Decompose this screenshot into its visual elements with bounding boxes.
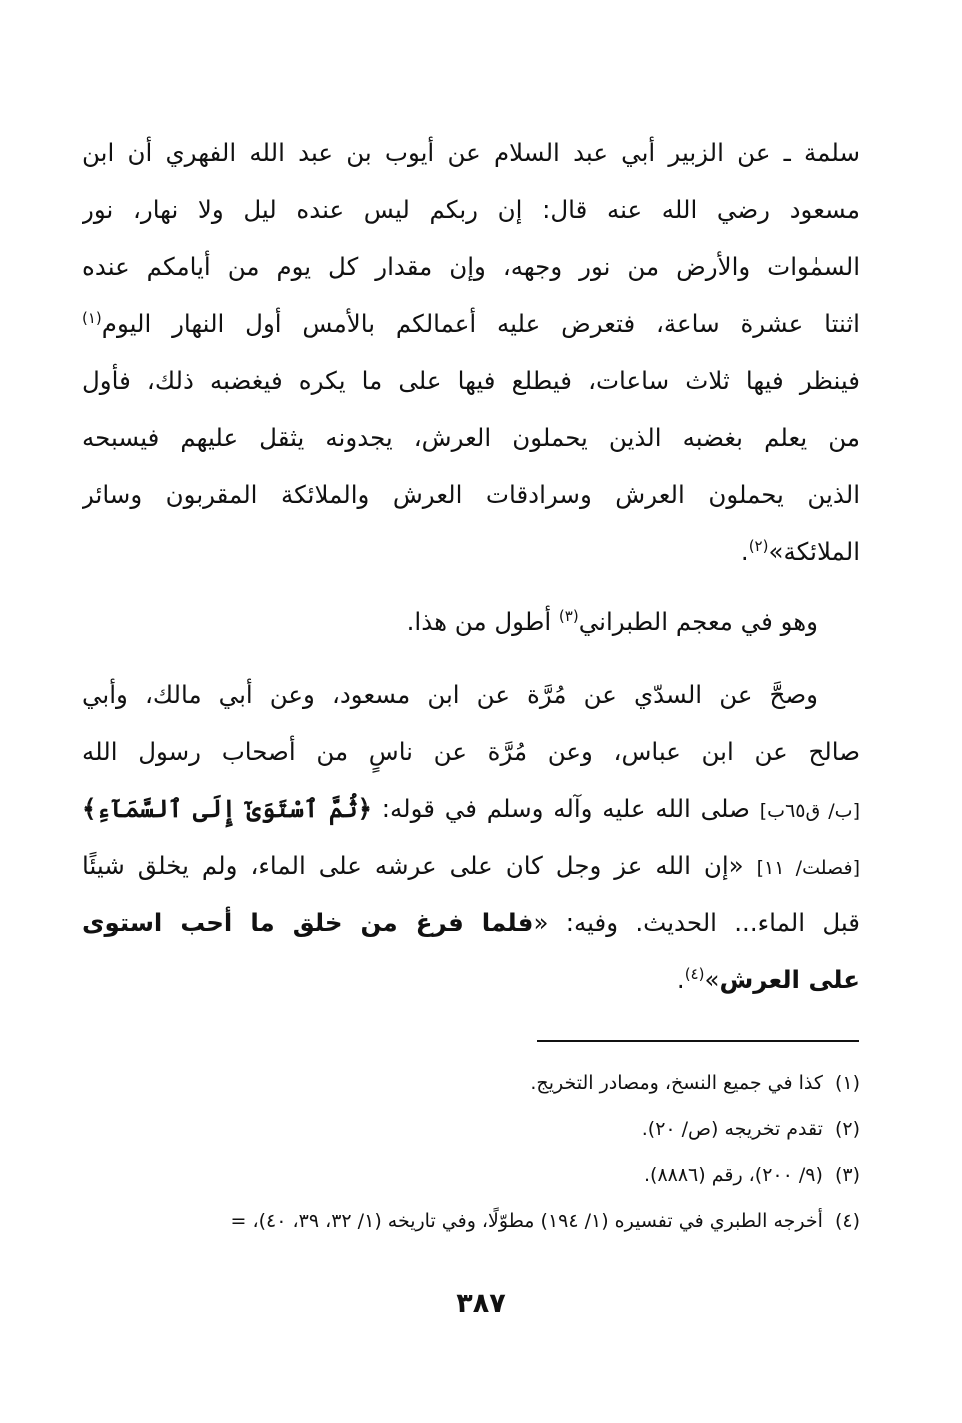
text-line [82,894,860,951]
text-line [82,951,860,1008]
quote-close: » [704,965,720,994]
footnote-marker: (٤) [684,964,705,983]
line-text: أطول من هذا. [406,607,559,636]
line-text: قبل الماء... الحديث. وفيه: « [533,908,860,937]
bold-quote: على العرش [719,965,860,994]
line-text: اثنتا عشرة ساعة، فتعرض عليه أعمالكم بالأمس أول النهار اليوم [101,309,860,338]
footnote-text: تقدم تخريجه (ص/ ٢٠). [641,1118,823,1140]
text-line: السمٰوات والأرض من نور وجهه، وإن مقدار كل يوم من أيامكم عنده [82,252,860,281]
text-line [82,523,860,580]
text-line: سلمة ـ عن الزبير أبي عبد السلام عن أيوب بن عبد الله الفهري أن ابن [82,138,860,167]
line-text: صلى الله عليه وآله وسلم في قوله: [371,794,760,823]
footnote [82,1198,860,1244]
footnote-marker: (٢) [748,536,769,555]
text-line [82,593,818,650]
text-line: وصحَّ عن السدّي عن مُرَّة عن ابن مسعود، وعن أبي مالك، وأبي [82,680,818,709]
footnote-marker: (١) [82,308,102,327]
footnote-text: (٩/ ٢٠٠)، رقم (٨٨٨٦). [643,1164,823,1186]
text-line: من يعلم بغضبه الذين يحملون العرش، يجدونه يثقل عليهم فيسبحه [82,423,860,452]
text-line [82,837,860,894]
text-line: صالح عن ابن عباس، وعن مُرَّة عن ناسٍ من أصحاب رسول الله [82,737,860,766]
line-text: الملائكة» [768,537,860,566]
footnote-text: أخرجه الطبري في تفسيره (١/ ١٩٤) مطوّلًا، وفي تاريخه (١/ ٣٢، ٣٩، ٤٠)، = [230,1210,823,1232]
paragraph-2 [82,593,860,650]
text-line: فينظر فيها ثلاث ساعات، فيطلع فيها على ما يكره فيغضبه ذلك، فأول [82,366,860,395]
text-line [82,295,860,352]
line-end: . [740,537,749,566]
text-line [82,780,860,837]
paragraph-3 [82,666,860,1008]
text-line: الذين يحملون العرش وسرادقات العرش والملائكة المقربون وسائر [82,480,860,509]
footnote-number: (٢) [834,1118,860,1140]
footnotes [82,1060,860,1244]
footnote-marker: (٣) [558,606,579,625]
page-number: ٣٨٧ [456,1288,506,1319]
line-end: . [676,965,685,994]
footnote [82,1060,860,1106]
footnote [82,1152,860,1198]
footnote-separator [537,1040,859,1042]
text-line: مسعود رضي الله عنه قال: إن ربكم ليس عنده ليل ولا نهار، نور [82,195,860,224]
footnote-number: (٣) [834,1164,860,1186]
manuscript-reference: [ب/ ق٦٥ب] [759,800,860,822]
footnote-text: كذا في جميع النسخ، ومصادر التخريج. [530,1072,823,1094]
paragraph-1 [82,124,860,580]
bold-quote: فلما فرغ من خلق ما أحب استوى [82,908,534,937]
line-text: «إن الله عز وجل كان على عرشه على الماء، ولم يخلق شيئًا [82,851,757,880]
footnote-number: (١) [834,1072,860,1094]
quran-verse: ﴿ثُمَّ ٱسْتَوَىٰٓ إِلَى ٱلسَّمَآءِ﴾ [82,794,372,823]
footnote [82,1106,860,1152]
line-text: وهو في معجم الطبراني [578,607,818,636]
surah-reference: [فصلت/ ١١] [756,857,860,879]
footnote-number: (٤) [834,1210,860,1232]
